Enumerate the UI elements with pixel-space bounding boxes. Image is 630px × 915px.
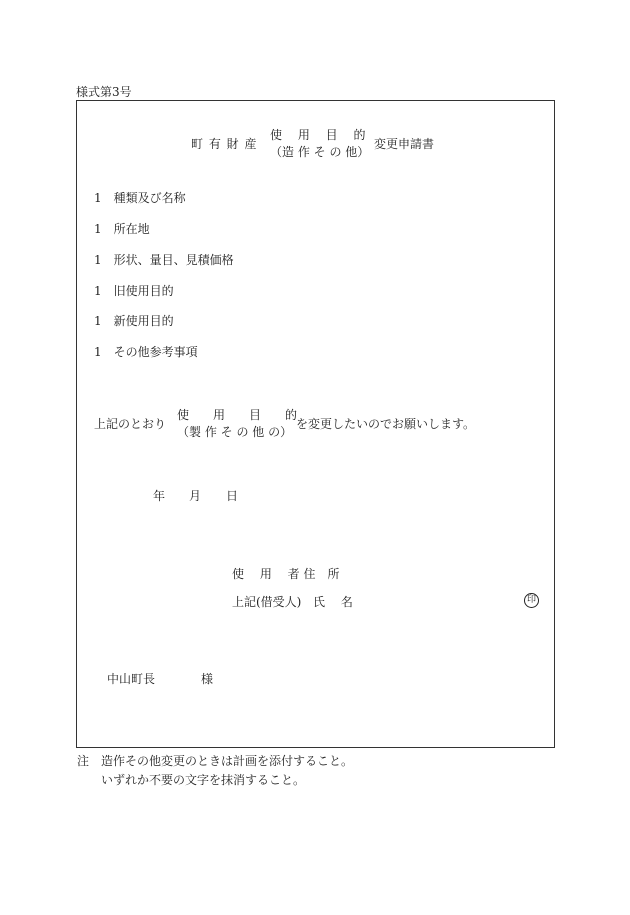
date-day-label: 日 [226,489,239,503]
item-label: 旧使用目的 [113,284,174,298]
date-month-label: 月 [189,489,202,503]
request-stack-top: 使 用 目 的 [177,408,298,422]
title-suffix: 変更申請書 [374,137,435,151]
list-item [94,315,174,327]
list-item [94,192,186,204]
request-stack-bottom: （製 作 そ の 他 の） [177,425,293,439]
item-number: 1 [94,345,102,359]
item-number: 1 [94,314,102,328]
note-line-2: いずれか不要の文字を抹消すること。 [101,773,306,787]
list-item [94,254,234,266]
request-purpose-stack [177,409,297,438]
item-label: 所在地 [113,222,150,236]
request-suffix: を変更したいのでお願いします。 [296,417,476,431]
seal-mark-icon: 印 [524,593,539,608]
list-item [94,223,150,235]
list-item [94,285,174,297]
form-number-label: 様式第3号 [76,85,132,99]
title-stack-bottom: （造 作 そ の 他） [270,145,370,159]
request-prefix: 上記のとおり [94,417,167,431]
note-marker: 注 [77,754,90,768]
applicant-name-label: 氏 名 [313,595,353,609]
recipient-name: 中山町長 [107,672,156,686]
borrower-label: 上記(借受人) [232,595,302,609]
title-purpose-stack [270,129,369,158]
item-number: 1 [94,253,102,267]
date-year-label: 年 [153,489,166,503]
title-prefix: 町 有 財 産 [191,137,258,151]
item-number: 1 [94,191,102,205]
item-number: 1 [94,222,102,236]
list-item [94,346,198,358]
title-stack-top: 使 用 目 的 [270,128,366,142]
recipient-honorific: 様 [201,672,214,686]
item-label: その他参考事項 [113,345,198,359]
note-line-1: 造作その他変更のときは計画を添付すること。 [101,754,354,768]
item-label: 種類及び名称 [113,191,186,205]
item-number: 1 [94,284,102,298]
item-label: 形状、量目、見積価格 [113,253,234,267]
applicant-address-label: 使 用 者 住 所 [232,567,340,581]
item-label: 新使用目的 [113,314,174,328]
